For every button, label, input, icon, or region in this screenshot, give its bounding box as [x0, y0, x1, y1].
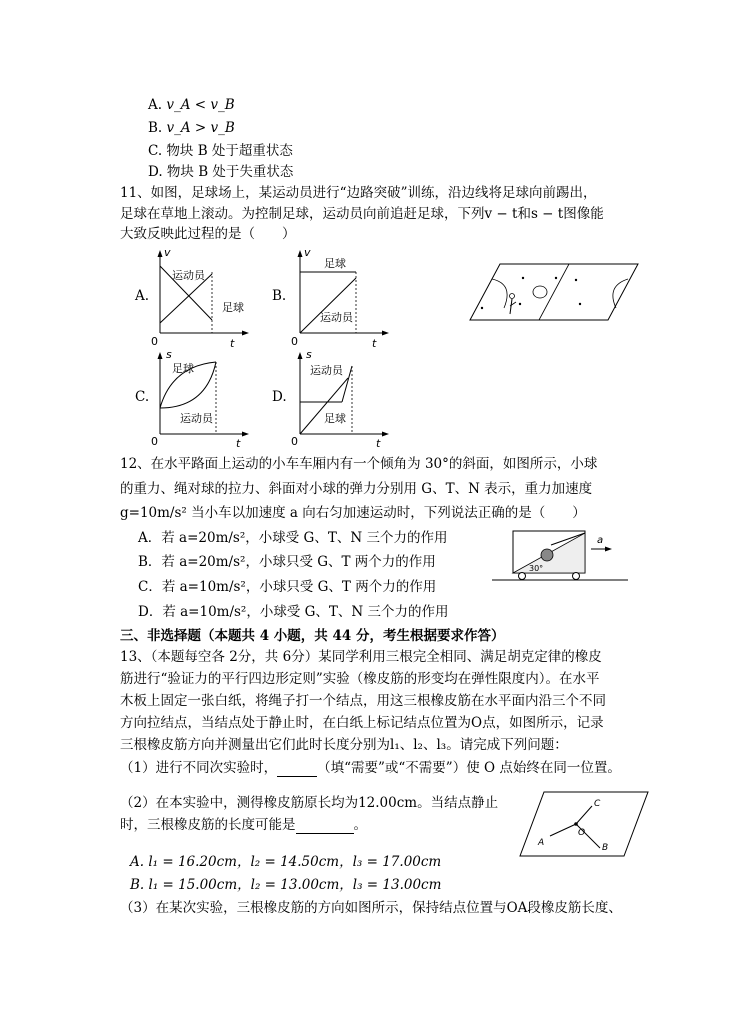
q11-graph-c-x-label: t — [236, 437, 241, 450]
q13-option-a: A. l₁ = 16.20cm，l₂ = 14.50cm，l₃ = 17.00cm — [130, 854, 442, 870]
q11-graph-d-x-label: t — [376, 437, 381, 450]
q11-graph-b-label-athlete: 运动员 — [320, 311, 353, 324]
q10-option-b: B. v_A > v_B — [148, 120, 235, 136]
q13-line-5: 三根橡皮筋方向并测量出它们此时长度分别为l₁、l₂、l₃。请完成下列问题： — [120, 737, 568, 753]
q13-line-1: 13、（本题每空各 2分，共 6分）某同学利用三根完全相同、满足胡克定律的橡皮 — [120, 649, 602, 665]
q11-graph-c-label-ball: 足球 — [172, 362, 194, 375]
q11-graph-b-option: B. — [272, 288, 287, 304]
q13-line-2: 筋进行“验证力的平行四边形定则”实验（橡皮筋的形变均在弹性限度内）。在水平 — [120, 671, 600, 687]
q13-knot-figure — [520, 790, 650, 860]
q13-part-2-line-2: 时，三根橡皮筋的长度可能是 。 — [120, 817, 367, 833]
q12-line-1: 12、在水平路面上运动的小车车厢内有一个倾角为 30°的斜面，如图所示，小球 — [120, 456, 598, 472]
q13-figure-label-o: O — [578, 828, 586, 838]
q11-graph-d-option: D. — [272, 389, 287, 405]
q11-graph-b — [290, 248, 400, 348]
q12-line-3: g=10m/s² 当小车以加速度 a 向右匀加速运动时，下列说法正确的是（ ） — [120, 505, 586, 521]
q12-acceleration-label: a — [597, 535, 604, 546]
q11-graph-d — [290, 348, 400, 448]
q11-line-2: 足球在草地上滚动。为控制足球，运动员向前追赶足球，下列v − t和s − t图像能 — [120, 206, 604, 222]
q12-cart-figure — [490, 527, 630, 585]
q11-line-1: 11、如图，足球场上，某运动员进行“边路突破”训练，沿边线将足球向前踢出， — [120, 185, 597, 201]
q13-figure-label-c: C — [594, 799, 601, 809]
q11-graph-d-label-athlete: 运动员 — [310, 364, 343, 377]
q11-graph-b-label-ball: 足球 — [324, 257, 346, 270]
q13-part-1: （1）进行不同次实验时， （填“需要”或“不需要”）使 O 点始终在同一位置。 — [120, 760, 621, 776]
q13-option-b: B. l₁ = 15.00cm，l₂ = 13.00cm，l₃ = 13.00cm — [130, 877, 442, 893]
q10-option-b-formula: v_A > v_B — [166, 120, 235, 136]
q13-part-1-blank[interactable] — [277, 762, 317, 777]
q11-line-3: 大致反映此过程的是（ ） — [120, 226, 296, 242]
section-3-heading: 三、非选择题（本题共 4 小题，共 44 分，考生根据要求作答） — [120, 628, 505, 644]
q10-option-a-formula: v_A < v_B — [166, 97, 235, 113]
q11-graph-a-origin: 0 — [151, 335, 158, 348]
q12-option-d: D．若 a=10m/s²，小球受 G、T、N 三个力的作用 — [138, 604, 449, 620]
q12-option-b: B．若 a=20m/s²，小球只受 G、T 两个力的作用 — [138, 554, 436, 570]
q12-option-c: C．若 a=10m/s²，小球只受 G、T 两个力的作用 — [138, 579, 437, 595]
q11-graph-c-option: C. — [135, 389, 150, 405]
q11-soccer-field-figure — [470, 262, 640, 324]
q13-part-3: （3）在某次实验，三根橡皮筋的方向如图所示，保持结点位置与OA段橡皮筋长度、 — [120, 900, 622, 916]
q11-graph-b-y-label: v — [304, 246, 311, 259]
q11-graph-d-origin: 0 — [291, 435, 298, 448]
q11-graph-a — [150, 248, 260, 348]
q11-graph-a-option: A. — [135, 288, 150, 304]
q11-graph-a-x-label: t — [230, 337, 235, 350]
q11-graph-c-label-athlete: 运动员 — [180, 412, 213, 425]
q11-graph-c — [150, 348, 260, 448]
q13-part-2-blank[interactable] — [296, 819, 354, 834]
q13-line-4: 方向拉结点，当结点处于静止时，在白纸上标记结点位置为O点，如图所示，记录 — [120, 715, 604, 731]
q13-line-3: 木板上固定一张白纸，将绳子打一个结点，用这三根橡皮筋在水平面内沿三个不同 — [120, 693, 606, 709]
q12-line-2: 的重力、绳对球的拉力、斜面对小球的弹力分别用 G、T、N 表示，重力加速度 — [120, 481, 593, 497]
q11-graph-c-y-label: s — [166, 348, 172, 361]
q11-graph-d-label-ball: 足球 — [324, 412, 346, 425]
q11-graph-b-origin: 0 — [291, 335, 298, 348]
q13-part-2-line-1: （2）在本实验中，测得橡皮筋原长均为12.00cm。当结点静止 — [120, 795, 499, 811]
q10-option-d: D. 物块 B 处于失重状态 — [148, 164, 294, 180]
q12-option-a: A．若 a=20m/s²，小球受 G、T、N 三个力的作用 — [138, 530, 448, 546]
q12-angle-label: 30° — [529, 564, 544, 573]
q11-graph-d-y-label: s — [306, 348, 312, 361]
q10-option-c: C. 物块 B 处于超重状态 — [148, 143, 293, 159]
q10-option-a: A. v_A < v_B — [148, 97, 235, 113]
q11-graph-a-label-ball: 足球 — [222, 301, 244, 314]
q11-graph-b-x-label: t — [372, 337, 377, 350]
q11-graph-a-label-athlete: 运动员 — [172, 269, 205, 282]
q13-figure-label-a: A — [538, 838, 545, 848]
q11-graph-a-y-label: v — [164, 246, 171, 259]
q13-figure-label-b: B — [602, 843, 609, 853]
q11-graph-c-origin: 0 — [151, 435, 158, 448]
